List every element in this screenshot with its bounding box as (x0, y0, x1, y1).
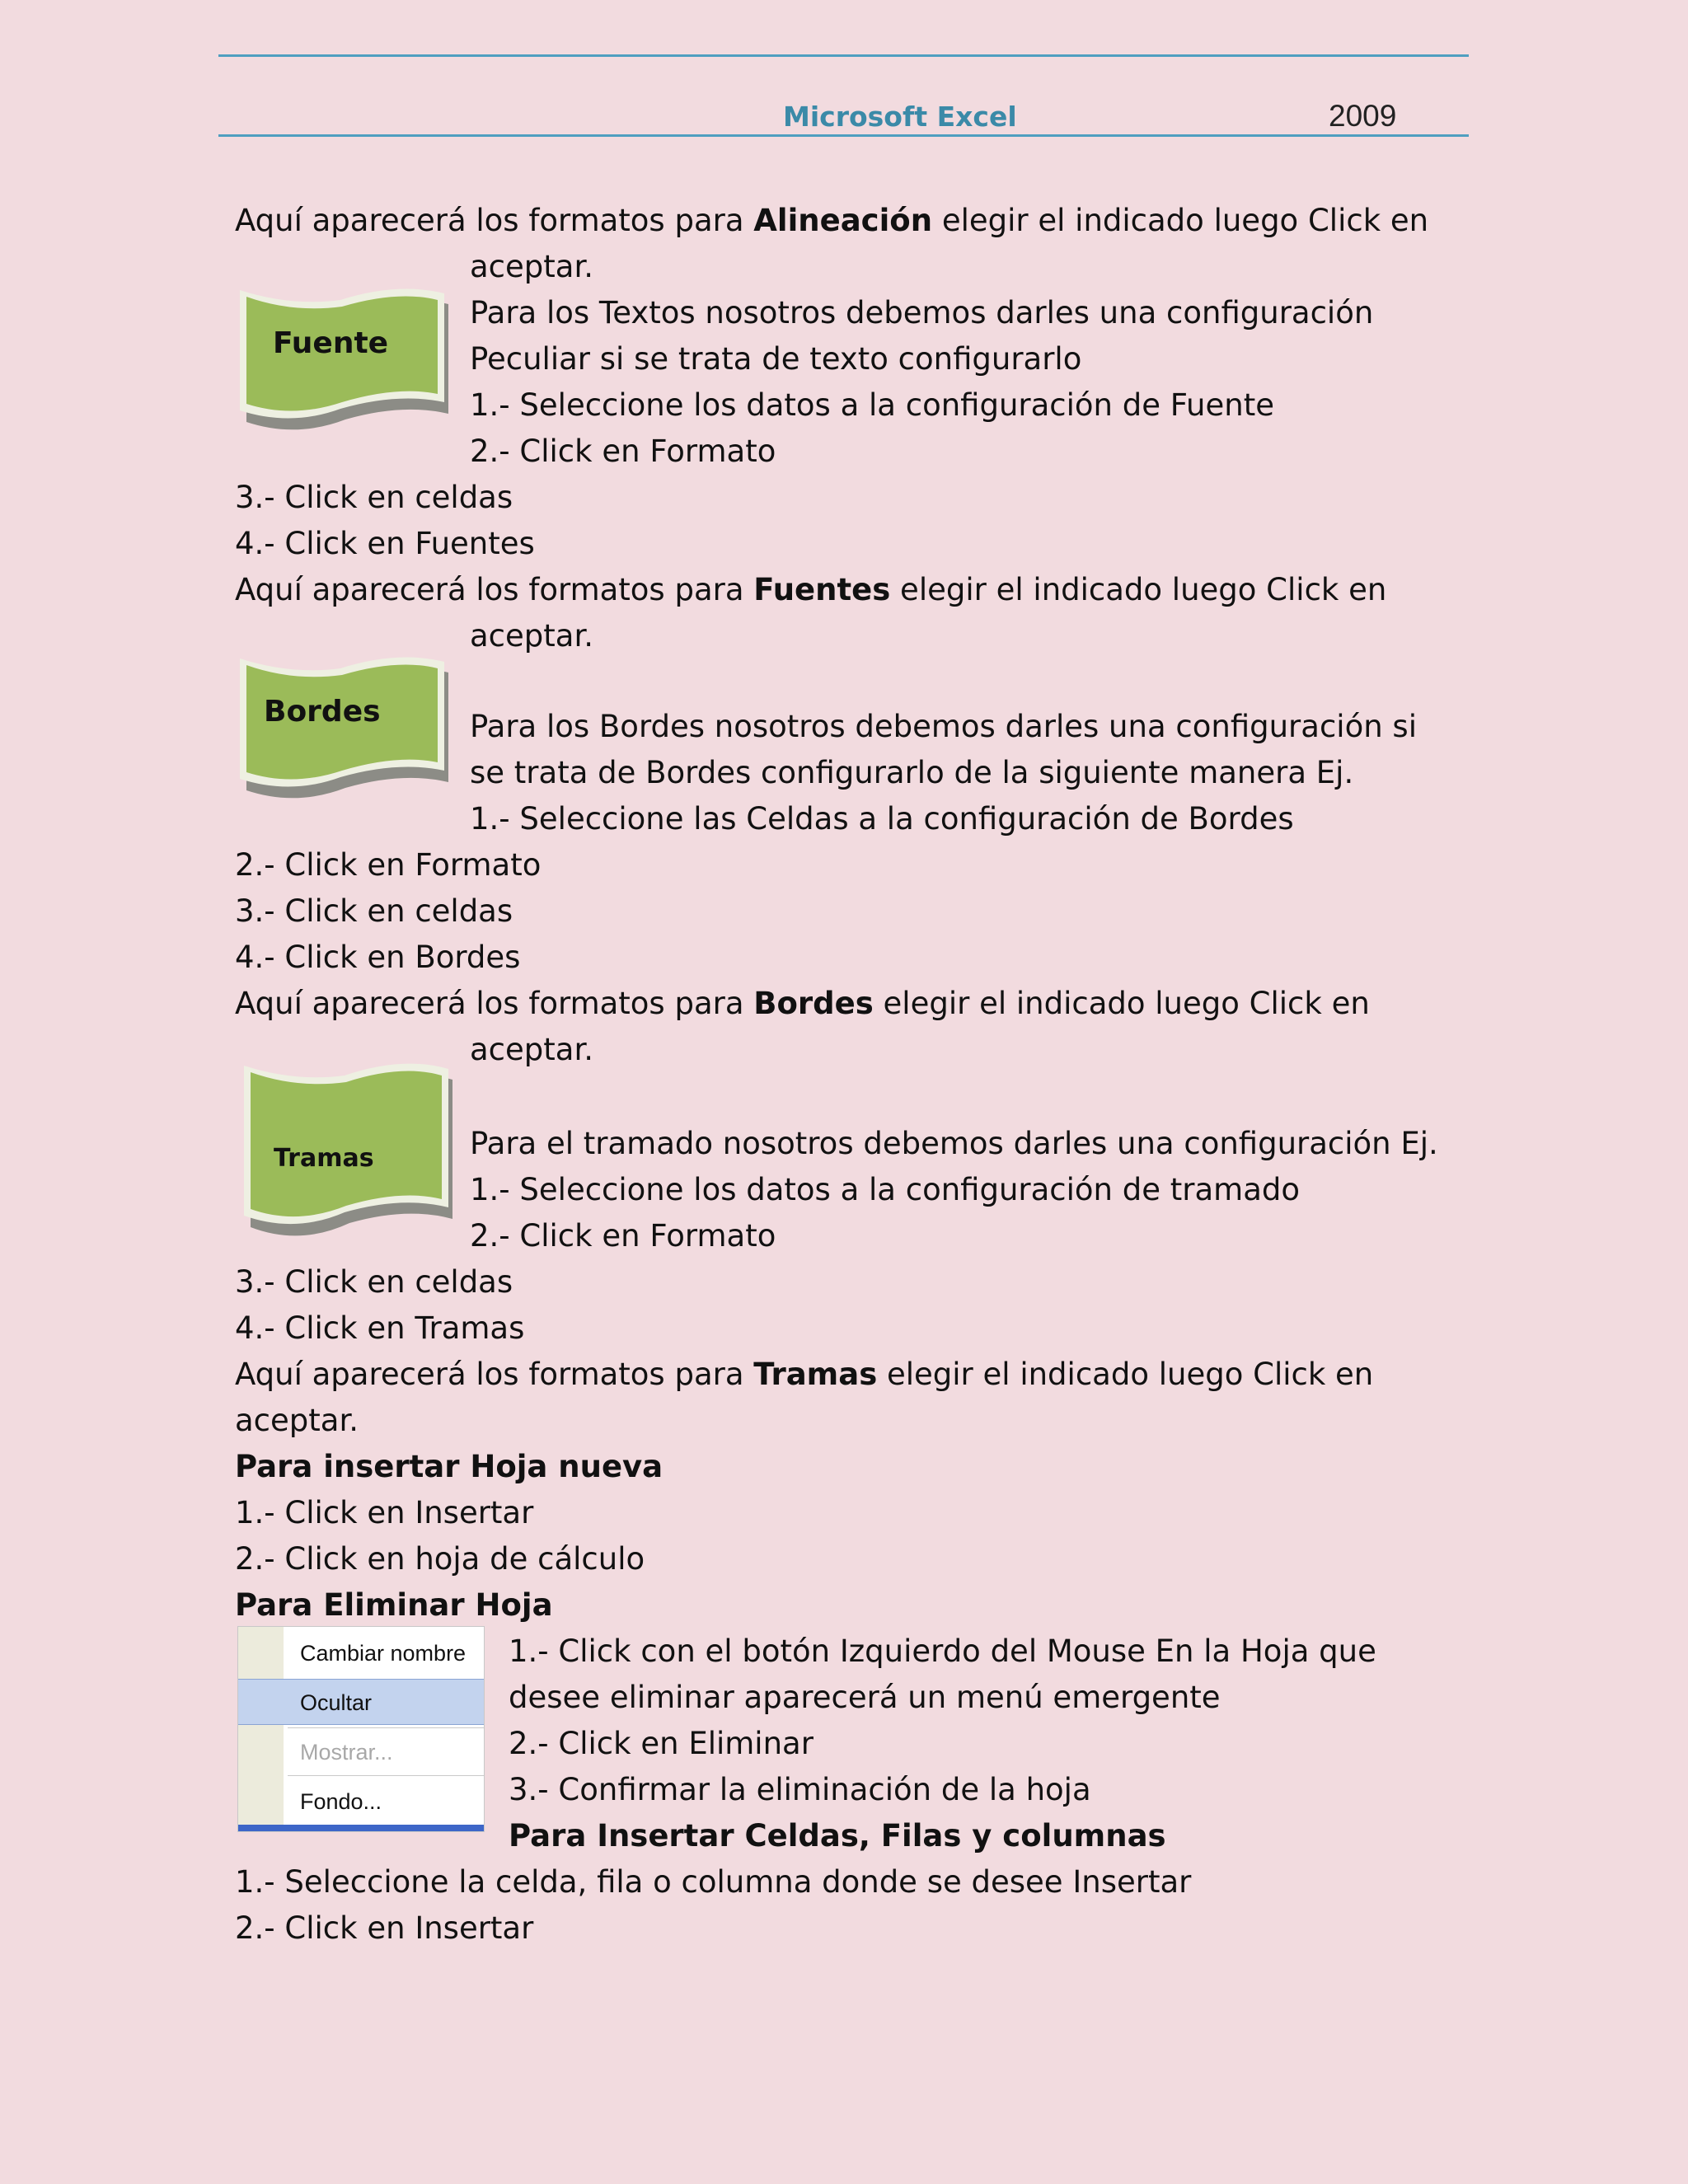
text-line: desee eliminar aparecerá un menú emergente (509, 1680, 1221, 1715)
bordes-banner (235, 647, 457, 812)
menu-separator (288, 1727, 484, 1728)
step-line: 2.- Click en Insertar (235, 1910, 534, 1946)
step-line: 2.- Click en Formato (470, 434, 776, 469)
menu-separator (288, 1775, 484, 1776)
text-line: aceptar. (470, 1032, 594, 1067)
banner-flag-icon (235, 647, 457, 812)
text-line: Para los Bordes nosotros debemos darles una configuración si (470, 709, 1417, 744)
section-heading: Para Insertar Celdas, Filas y columnas (509, 1818, 1166, 1854)
menu-item-fondo[interactable]: Fondo... (300, 1789, 382, 1814)
header-year: 2009 (1329, 99, 1397, 133)
menu-item-mostrar: Mostrar... (300, 1740, 393, 1765)
paragraph-fuentes: Aquí aparecerá los formatos para Fuentes elegir el indicado luego Click en (235, 572, 1387, 607)
step-line: 1.- Click con el botón Izquierdo del Mouse En la Hoja que (509, 1633, 1376, 1669)
tramas-banner (239, 1051, 462, 1216)
step-line: 2.- Click en Formato (470, 1218, 776, 1254)
text-line: Peculiar si se trata de texto configurarlo (470, 341, 1082, 377)
step-line: 1.- Seleccione los datos a la configuración de tramado (470, 1172, 1301, 1207)
step-line: 1.- Seleccione las Celdas a la configuración de Bordes (470, 801, 1294, 837)
fuente-banner-label: Fuente (273, 326, 389, 360)
step-line: 3.- Click en celdas (235, 893, 513, 929)
text-line: Para el tramado nosotros debemos darles una configuración Ej. (470, 1126, 1438, 1161)
bordes-banner-label: Bordes (264, 695, 381, 729)
menu-item-ocultar[interactable]: Ocultar (238, 1679, 484, 1725)
section-heading: Para Eliminar Hoja (235, 1587, 553, 1623)
step-line: 2.- Click en Formato (235, 847, 542, 883)
step-line: 3.- Confirmar la eliminación de la hoja (509, 1772, 1091, 1807)
banner-flag-icon (235, 279, 457, 443)
step-line: 1.- Seleccione la celda, fila o columna donde se desee Insertar (235, 1864, 1192, 1900)
step-line: 3.- Click en celdas (235, 480, 513, 515)
paragraph-alineacion: Aquí aparecerá los formatos para Alineación elegir el indicado luego Click en (235, 203, 1429, 238)
menu-item-cambiar-nombre[interactable]: Cambiar nombre (300, 1641, 467, 1666)
paragraph-bordes: Aquí aparecerá los formatos para Bordes elegir el indicado luego Click en (235, 986, 1370, 1021)
fuente-banner (235, 279, 457, 443)
text-line: aceptar. (235, 1403, 359, 1438)
header-title: Microsoft Excel (783, 101, 1017, 133)
text-line: aceptar. (470, 618, 594, 654)
header-top-rule (218, 54, 1469, 57)
step-line: 4.- Click en Tramas (235, 1310, 525, 1346)
paragraph-tramas: Aquí aparecerá los formatos para Tramas elegir el indicado luego Click en (235, 1357, 1374, 1392)
step-line: 2.- Click en hoja de cálculo (235, 1541, 645, 1577)
text-line: Para los Textos nosotros debemos darles una configuración (470, 295, 1374, 330)
text-line: se trata de Bordes configurarlo de la siguiente manera Ej. (470, 755, 1354, 790)
step-line: 2.- Click en Eliminar (509, 1726, 814, 1761)
tramas-banner-label: Tramas (274, 1144, 374, 1173)
section-heading: Para insertar Hoja nueva (235, 1449, 663, 1484)
step-line: 3.- Click en celdas (235, 1264, 513, 1300)
step-line: 1.- Click en Insertar (235, 1495, 534, 1530)
header-bottom-rule (218, 134, 1469, 137)
context-menu-image (237, 1626, 485, 1832)
step-line: 4.- Click en Fuentes (235, 526, 535, 561)
step-line: 1.- Seleccione los datos a la configuración de Fuente (470, 387, 1274, 423)
text-line: aceptar. (470, 249, 594, 284)
menu-bottom-bar (238, 1825, 484, 1831)
step-line: 4.- Click en Bordes (235, 940, 521, 975)
